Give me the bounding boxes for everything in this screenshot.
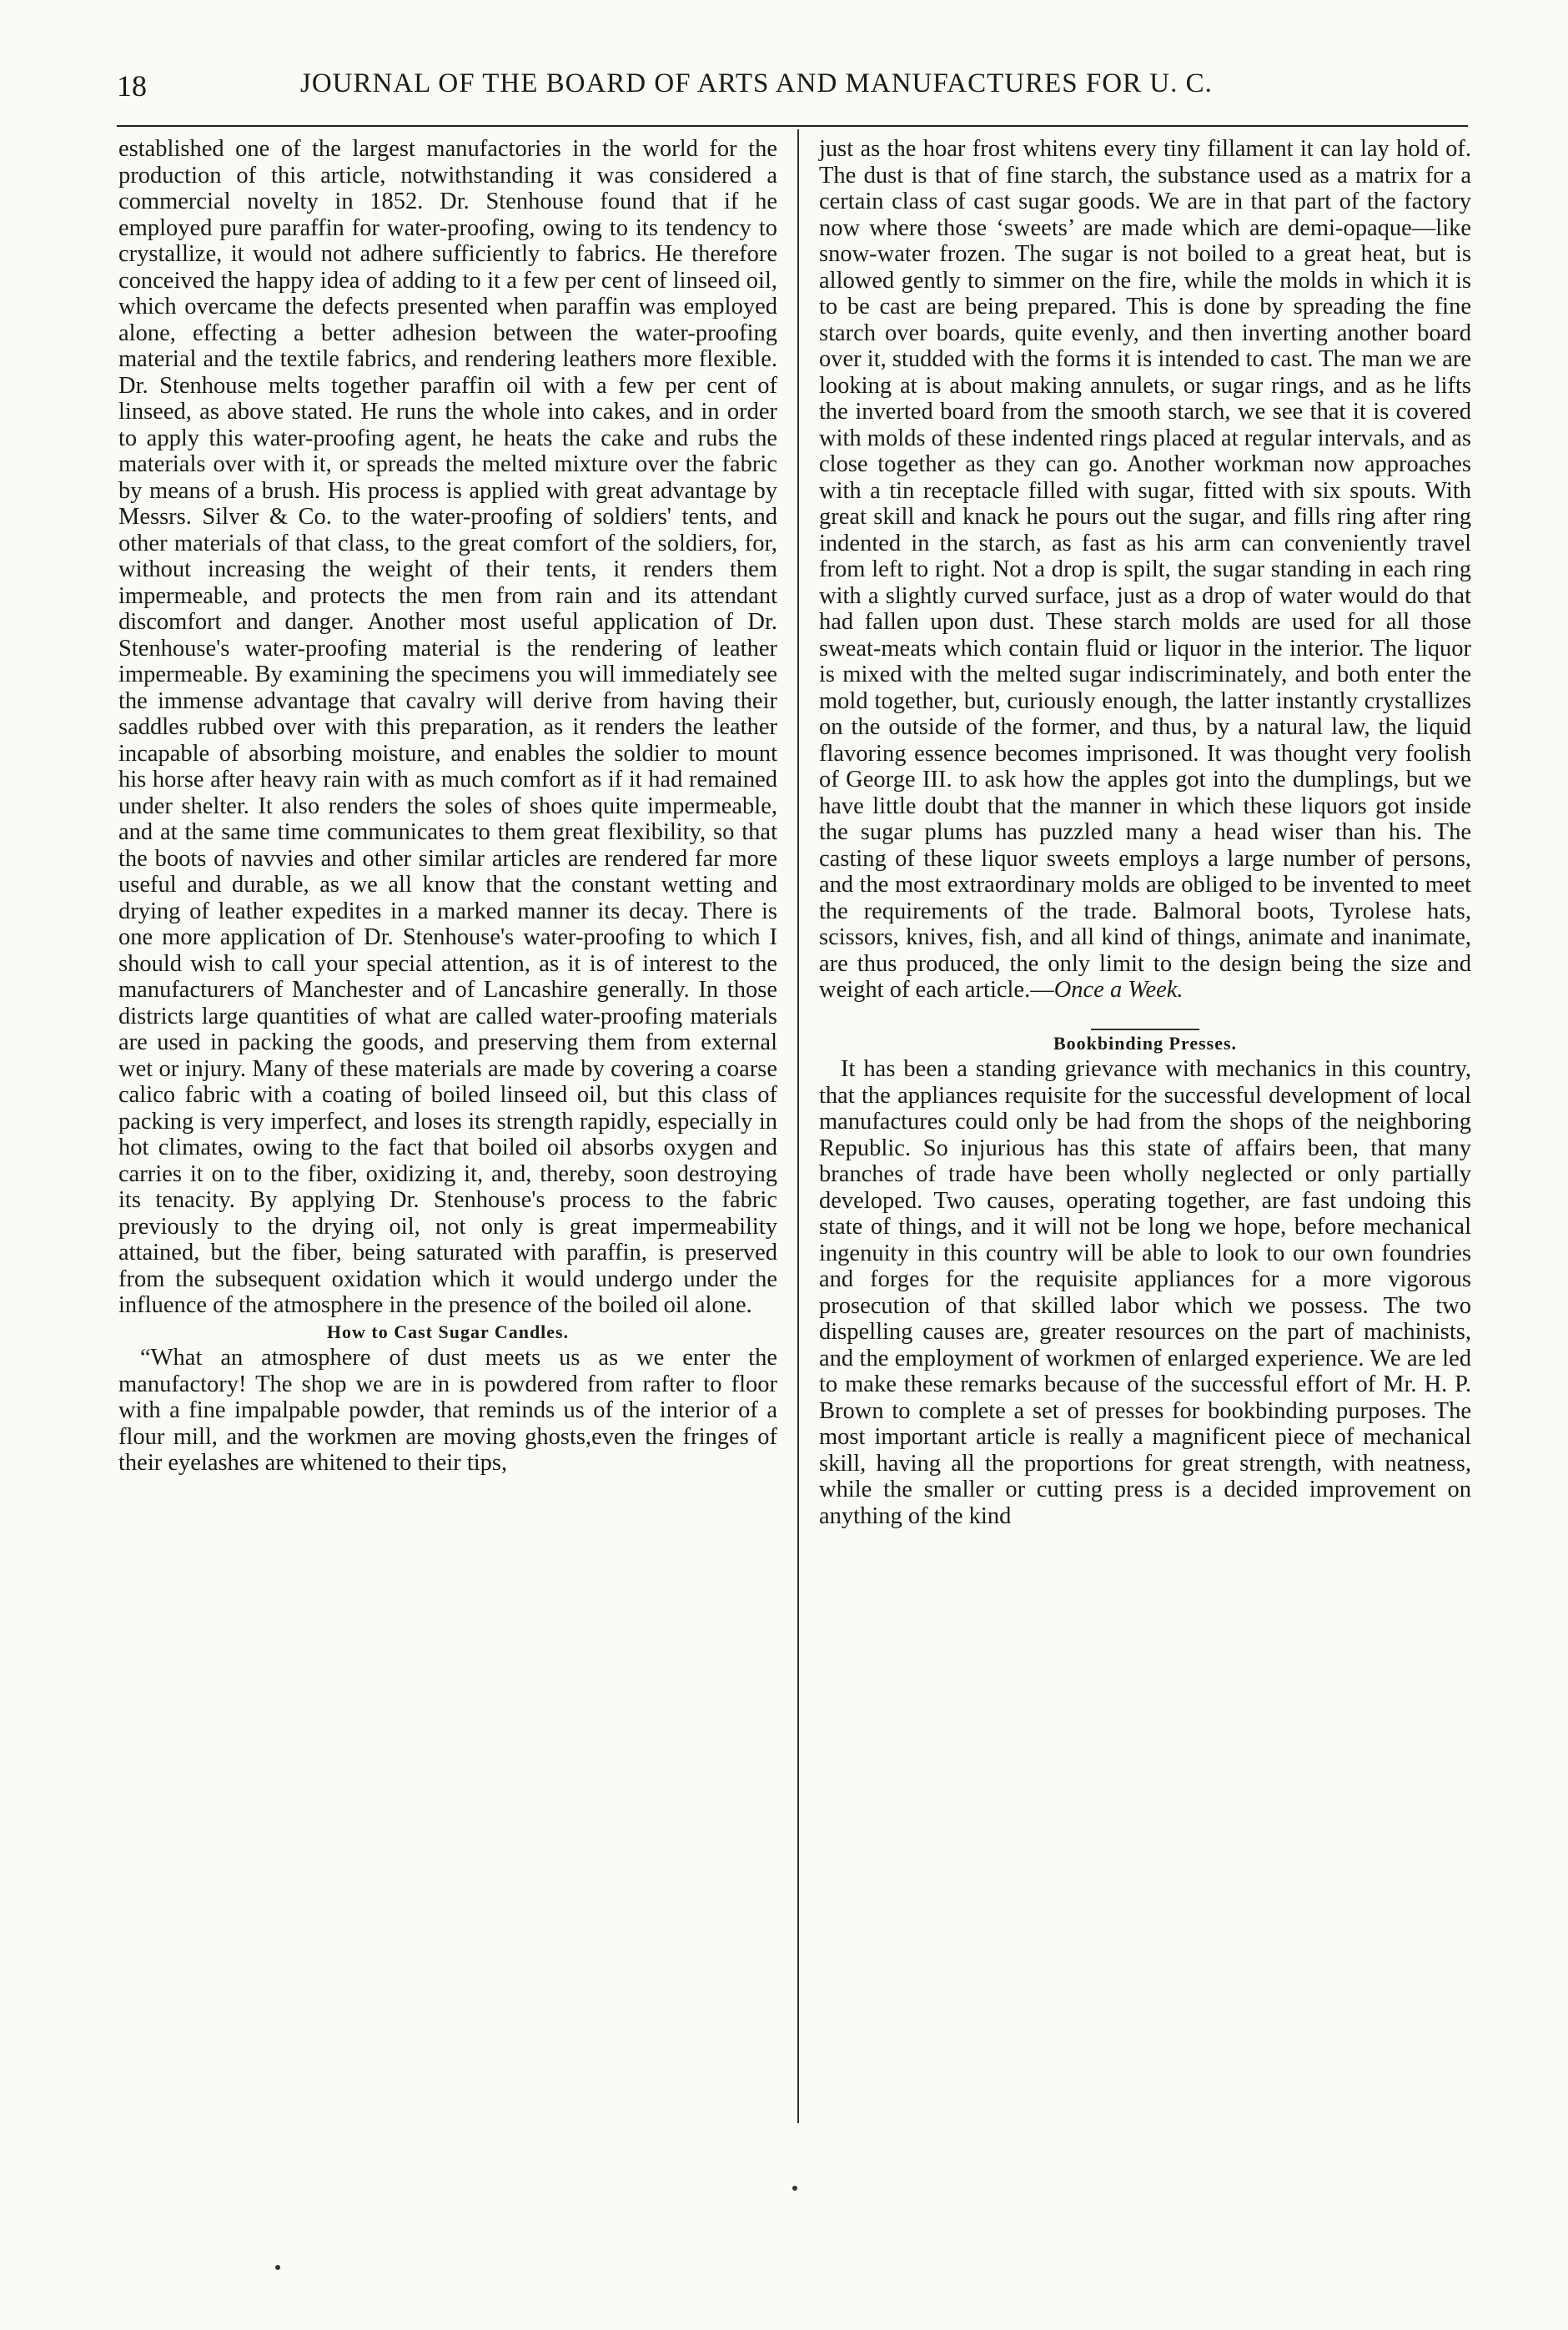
- header-rule: [117, 125, 1468, 127]
- left-column: [118, 136, 777, 1477]
- presses-paragraph: It has been a standing grievance with mechanics in this country, that the appliances requisite for the successful development of local manufactures could only be had from the shops of the neighboring Republic. So injurious has this state of affairs been, that many branches of trade have been wholly neglected or only partially developed. Two causes, operating together, are fast undoing this state of things, and it will not be long we hope, before mechanical ingenuity in this country will be able to look to our own foundries and forges for the requisite appliances for a more vigorous prosecution of that skilled labor which we possess. The two dispelling causes are, greater resources on the part of machinists, and the employment of workmen of enlarged experience. We are led to make these remarks because of the successful effort of Mr. H. P. Brown to complete a set of presses for bookbinding purposes. The most important article is really a magnificent piece of mechanical skill, having all the proportions for great strength, with neatness, while the smaller or cutting press is a decided improvement on anything of the kind: [819, 1056, 1471, 1529]
- right-column: [819, 136, 1471, 1529]
- column-divider: [797, 129, 799, 2123]
- candles-heading: How to Cast Sugar Candles.: [326, 1321, 570, 1342]
- page-number: 18: [117, 69, 147, 103]
- presses-heading: Bookbinding Presses.: [1053, 1032, 1238, 1054]
- candles-continued-paragraph: [819, 136, 1471, 1004]
- candles-continued-text: just as the hoar frost whitens every tiny fillament it can lay hold of. The dust is that of fine starch, the substance used as a matrix for a certain class of cast sugar goods. We are in that part of the factory now where those ‘sweets’ are made which are demi-opaque—like snow-water frozen. The sugar is not boiled to a great heat, but is allowed gently to simmer on the fire, while the molds in which it is to be cast are being prepared. This is done by spreading the fine starch over boards, quite evenly, and then inverting another board over it, studded with the forms it is intended to cast. The man we are looking at is about making annulets, or sugar rings, and as he lifts the inverted board from the smooth starch, we see that it is covered with molds of these indented rings placed at regular intervals, and as close together as they can go. Another workman now approaches with a tin receptacle filled with sugar, fitted with six spouts. With great skill and knack he pours out the sugar, and fills ring after ring indented in the starch, as fast as his arm can conveniently travel from left to right. Not a drop is spilt, the sugar standing in each ring with a slightly curved surface, just as a drop of water would do that had fallen upon dust. These starch molds are used for all those sweat-meats which contain fluid or liquor in the interior. The liquor is mixed with the melted sugar indiscriminately, and both enter the mold together, but, curiously enough, the latter instantly crystallizes on the outside of the former, and thus, by a natural law, the liquid flavoring essence becomes imprisoned. It was thought very foolish of George III. to ask how the apples got into the dumplings, but we have little doubt that the manner in which these liquors got inside the sugar plums has puzzled many a head wiser than his. The casting of these liquor sweets employs a large number of persons, and the most extraordinary molds are obliged to be invented to meet the requirements of the trade. Balmoral boots, Tyrolese hats, scissors, knives, fish, and all kind of things, animate and inanimate, are thus produced, the only limit to the design being the size and weight of each article.—: [819, 136, 1471, 1003]
- waterproofing-paragraph: established one of the largest manufactories in the world for the production of this article, notwithstanding it was considered a commercial novelty in 1852. Dr. Stenhouse found that if he employed pure paraffin for water-proofing, owing to its tendency to crystallize, it would not adhere sufficiently to fabrics. He therefore conceived the happy idea of adding to it a few per cent of linseed oil, which overcame the defects presented when paraffin was employed alone, effecting a better adhesion between the water-proofing material and the textile fabrics, and rendering leathers more flexible. Dr. Stenhouse melts together paraffin oil with a few per cent of linseed, as above stated. He runs the whole into cakes, and in order to apply this water-proofing agent, he heats the cake and rubs the materials over with it, or spreads the melted mixture over the fabric by means of a brush. His process is applied with great advantage by Messrs. Silver & Co. to the water-proofing of soldiers' tents, and other materials of that class, to the great comfort of the soldiers, for, without increasing the weight of their tents, it renders them impermeable, and protects the men from rain and its attendant discomfort and danger. Another most useful application of Dr. Stenhouse's water-proofing material is the rendering of leather impermeable. By examining the specimens you will immediately see the immense advantage that cavalry will derive from having their saddles rubbed over with this preparation, as it renders the leather incapable of absorbing moisture, and enables the soldier to mount his horse after heavy rain with as much comfort as if it had remained under shelter. It also renders the soles of shoes quite impermeable, and at the same time communicates to them great flexibility, so that the boots of navvies and other similar articles are rendered far more useful and durable, as we all know that the constant wetting and drying of leather expedites in a marked manner its decay. There is one more application of Dr. Stenhouse's water-proofing to which I should wish to call your special attention, as it is of interest to the manufacturers of Manchester and of Lancashire generally. In those districts large quantities of what are called water-proofing materials are used in packing the goods, and preserving them from external wet or injury. Many of these materials are made by covering a coarse calico fabric with a coating of boiled linseed oil, but this class of packing is very imperfect, and loses its strength rapidly, especially in hot climates, owing to the fact that boiled oil absorbs oxygen and carries it on to the fiber, oxidizing it, and, thereby, soon destroying its tenacity. By applying Dr. Stenhouse's process to the fabric previously to the drying oil, not only is great impermeability attained, but the fiber, being saturated with paraffin, is preserved from the subsequent oxidation which it would undergo under the influence of the atmosphere in the presence of the boiled oil alone.: [118, 136, 777, 1318]
- print-speck: [792, 2186, 797, 2191]
- page-header: [117, 68, 1468, 118]
- candles-paragraph: “What an atmosphere of dust meets us as we enter the manufactory! The shop we are in is powdered from rafter to floor with a fine impalpable powder, that reminds us of the interior of a flour mill, and the workmen are moving ghosts,even the fringes of their eyelashes are whitened to their tips,: [118, 1345, 777, 1476]
- source-attribution: Once a Week.: [1053, 977, 1184, 1003]
- print-speck: [275, 2265, 280, 2270]
- running-title: JOURNAL OF THE BOARD OF ARTS AND MANUFACTURES FOR U. C.: [300, 68, 1213, 98]
